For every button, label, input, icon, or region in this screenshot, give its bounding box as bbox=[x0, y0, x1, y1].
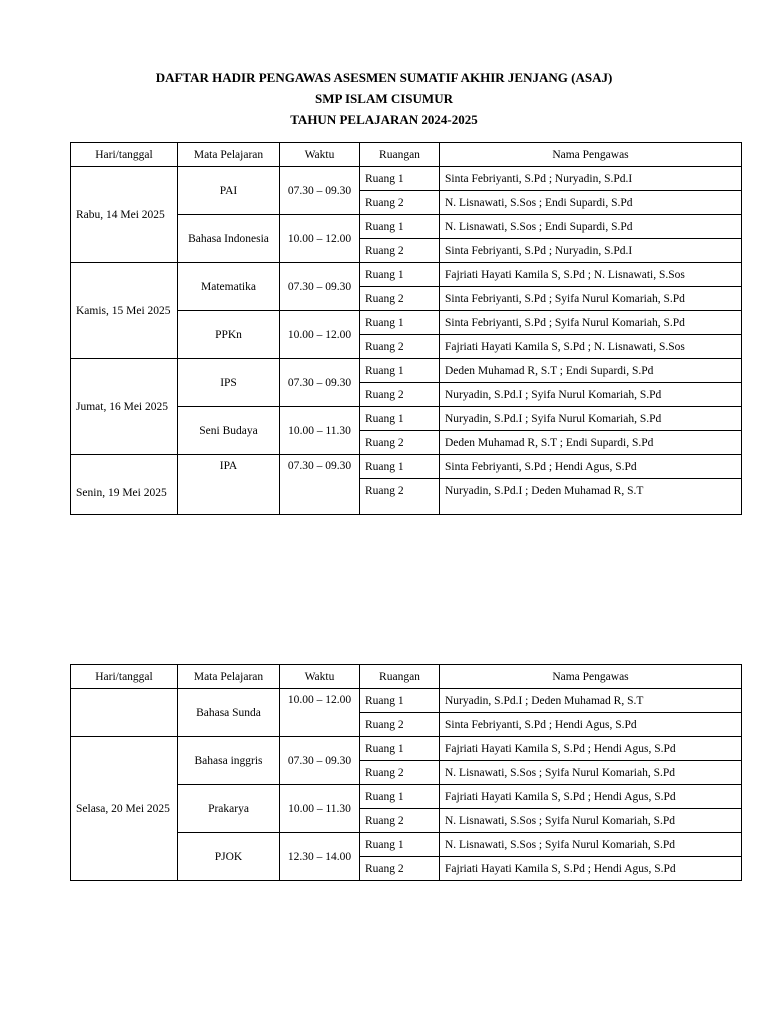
room-cell: Ruang 2 bbox=[360, 431, 440, 455]
schedule-table-1 bbox=[70, 142, 742, 515]
room-cell: Ruang 1 bbox=[360, 407, 440, 431]
proctor-cell: Nuryadin, S.Pd.I ; Syifa Nurul Komariah, S.Pd bbox=[440, 383, 742, 407]
day-cell: Selasa, 20 Mei 2025 bbox=[71, 737, 178, 881]
room-cell: Ruang 1 bbox=[360, 263, 440, 287]
time-cell: 10.00 – 12.00 bbox=[280, 311, 360, 359]
room-cell: Ruang 1 bbox=[360, 167, 440, 191]
time-cell: 07.30 – 09.30 bbox=[280, 263, 360, 311]
header-time: Waktu bbox=[280, 665, 360, 689]
day-cell: Rabu, 14 Mei 2025 bbox=[71, 167, 178, 263]
table-header-row bbox=[71, 665, 742, 689]
room-cell: Ruang 1 bbox=[360, 359, 440, 383]
room-cell: Ruang 1 bbox=[360, 215, 440, 239]
title-line-2: SMP ISLAM CISUMUR bbox=[315, 91, 453, 106]
subject-cell: PAI bbox=[178, 167, 280, 215]
table-row bbox=[71, 689, 742, 713]
header-room: Ruangan bbox=[360, 665, 440, 689]
time-cell: 07.30 – 09.30 bbox=[280, 737, 360, 785]
proctor-cell: Fajriati Hayati Kamila S, S.Pd ; N. Lisnawati, S.Sos bbox=[440, 335, 742, 359]
room-cell: Ruang 2 bbox=[360, 857, 440, 881]
header-day: Hari/tanggal bbox=[71, 665, 178, 689]
document-title bbox=[0, 67, 768, 130]
header-day: Hari/tanggal bbox=[71, 143, 178, 167]
subject-cell: Prakarya bbox=[178, 785, 280, 833]
proctor-cell: Nuryadin, S.Pd.I ; Deden Muhamad R, S.T bbox=[440, 689, 742, 713]
subject-cell: IPA bbox=[178, 455, 280, 515]
proctor-cell: Fajriati Hayati Kamila S, S.Pd ; Hendi Agus, S.Pd bbox=[440, 857, 742, 881]
room-cell: Ruang 1 bbox=[360, 737, 440, 761]
proctor-cell: N. Lisnawati, S.Sos ; Endi Supardi, S.Pd bbox=[440, 191, 742, 215]
header-room: Ruangan bbox=[360, 143, 440, 167]
table-row bbox=[71, 455, 742, 479]
header-proctors: Nama Pengawas bbox=[440, 143, 742, 167]
title-line-1: DAFTAR HADIR PENGAWAS ASESMEN SUMATIF AKHIR JENJANG (ASAJ) bbox=[155, 70, 613, 85]
proctor-cell: Sinta Febriyanti, S.Pd ; Nuryadin, S.Pd.I bbox=[440, 167, 742, 191]
proctor-cell: Nuryadin, S.Pd.I ; Deden Muhamad R, S.T bbox=[440, 479, 742, 503]
time-cell: 10.00 – 11.30 bbox=[280, 785, 360, 833]
subject-cell: Bahasa Indonesia bbox=[178, 215, 280, 263]
subject-cell: PPKn bbox=[178, 311, 280, 359]
proctor-cell: Sinta Febriyanti, S.Pd ; Hendi Agus, S.Pd bbox=[440, 455, 742, 479]
proctor-cell: Sinta Febriyanti, S.Pd ; Hendi Agus, S.Pd bbox=[440, 713, 742, 737]
header-subject: Mata Pelajaran bbox=[178, 143, 280, 167]
proctor-cell: N. Lisnawati, S.Sos ; Syifa Nurul Komariah, S.Pd bbox=[440, 761, 742, 785]
proctor-cell: Fajriati Hayati Kamila S, S.Pd ; Hendi Agus, S.Pd bbox=[440, 737, 742, 761]
room-cell: Ruang 2 bbox=[360, 191, 440, 215]
table-row bbox=[71, 167, 742, 191]
subject-cell: Seni Budaya bbox=[178, 407, 280, 455]
proctor-cell: Sinta Febriyanti, S.Pd ; Syifa Nurul Komariah, S.Pd bbox=[440, 287, 742, 311]
day-cell: Jumat, 16 Mei 2025 bbox=[71, 359, 178, 455]
subject-cell: Matematika bbox=[178, 263, 280, 311]
room-cell: Ruang 2 bbox=[360, 809, 440, 833]
subject-cell: PJOK bbox=[178, 833, 280, 881]
title-line-3: TAHUN PELAJARAN 2024-2025 bbox=[290, 112, 478, 127]
proctor-cell: Sinta Febriyanti, S.Pd ; Syifa Nurul Komariah, S.Pd bbox=[440, 311, 742, 335]
proctor-cell: N. Lisnawati, S.Sos ; Endi Supardi, S.Pd bbox=[440, 215, 742, 239]
table-row bbox=[71, 359, 742, 383]
subject-cell: IPS bbox=[178, 359, 280, 407]
proctor-cell: Deden Muhamad R, S.T ; Endi Supardi, S.Pd bbox=[440, 359, 742, 383]
table-row bbox=[71, 263, 742, 287]
room-cell: Ruang 1 bbox=[360, 311, 440, 335]
table-row bbox=[71, 737, 742, 761]
room-cell: Ruang 1 bbox=[360, 689, 440, 713]
subject-cell: Bahasa inggris bbox=[178, 737, 280, 785]
room-cell: Ruang 2 bbox=[360, 239, 440, 263]
schedule-table-2 bbox=[70, 664, 742, 881]
room-cell: Ruang 2 bbox=[360, 287, 440, 311]
time-cell: 10.00 – 12.00 bbox=[280, 215, 360, 263]
proctor-cell: N. Lisnawati, S.Sos ; Syifa Nurul Komariah, S.Pd bbox=[440, 809, 742, 833]
day-cell bbox=[71, 689, 178, 737]
subject-cell: Bahasa Sunda bbox=[178, 689, 280, 737]
room-cell: Ruang 2 bbox=[360, 761, 440, 785]
room-cell: Ruang 1 bbox=[360, 455, 440, 479]
time-cell: 12.30 – 14.00 bbox=[280, 833, 360, 881]
day-cell: Kamis, 15 Mei 2025 bbox=[71, 263, 178, 359]
table-header-row bbox=[71, 143, 742, 167]
proctor-cell: Fajriati Hayati Kamila S, S.Pd ; Hendi Agus, S.Pd bbox=[440, 785, 742, 809]
proctor-cell: Fajriati Hayati Kamila S, S.Pd ; N. Lisnawati, S.Sos bbox=[440, 263, 742, 287]
header-proctors: Nama Pengawas bbox=[440, 665, 742, 689]
room-cell: Ruang 2 bbox=[360, 479, 440, 503]
proctor-cell: N. Lisnawati, S.Sos ; Syifa Nurul Komariah, S.Pd bbox=[440, 833, 742, 857]
room-cell: Ruang 1 bbox=[360, 785, 440, 809]
time-cell: 07.30 – 09.30 bbox=[280, 455, 360, 515]
time-cell: 07.30 – 09.30 bbox=[280, 167, 360, 215]
proctor-cell: Nuryadin, S.Pd.I ; Syifa Nurul Komariah, S.Pd bbox=[440, 407, 742, 431]
time-cell: 10.00 – 12.00 bbox=[280, 689, 360, 737]
room-cell: Ruang 2 bbox=[360, 335, 440, 359]
day-cell: Senin, 19 Mei 2025 bbox=[71, 455, 178, 515]
time-cell: 07.30 – 09.30 bbox=[280, 359, 360, 407]
room-cell: Ruang 2 bbox=[360, 713, 440, 737]
header-subject: Mata Pelajaran bbox=[178, 665, 280, 689]
room-cell: Ruang 1 bbox=[360, 833, 440, 857]
header-time: Waktu bbox=[280, 143, 360, 167]
time-cell: 10.00 – 11.30 bbox=[280, 407, 360, 455]
room-cell: Ruang 2 bbox=[360, 383, 440, 407]
proctor-cell: Deden Muhamad R, S.T ; Endi Supardi, S.Pd bbox=[440, 431, 742, 455]
proctor-cell: Sinta Febriyanti, S.Pd ; Nuryadin, S.Pd.I bbox=[440, 239, 742, 263]
